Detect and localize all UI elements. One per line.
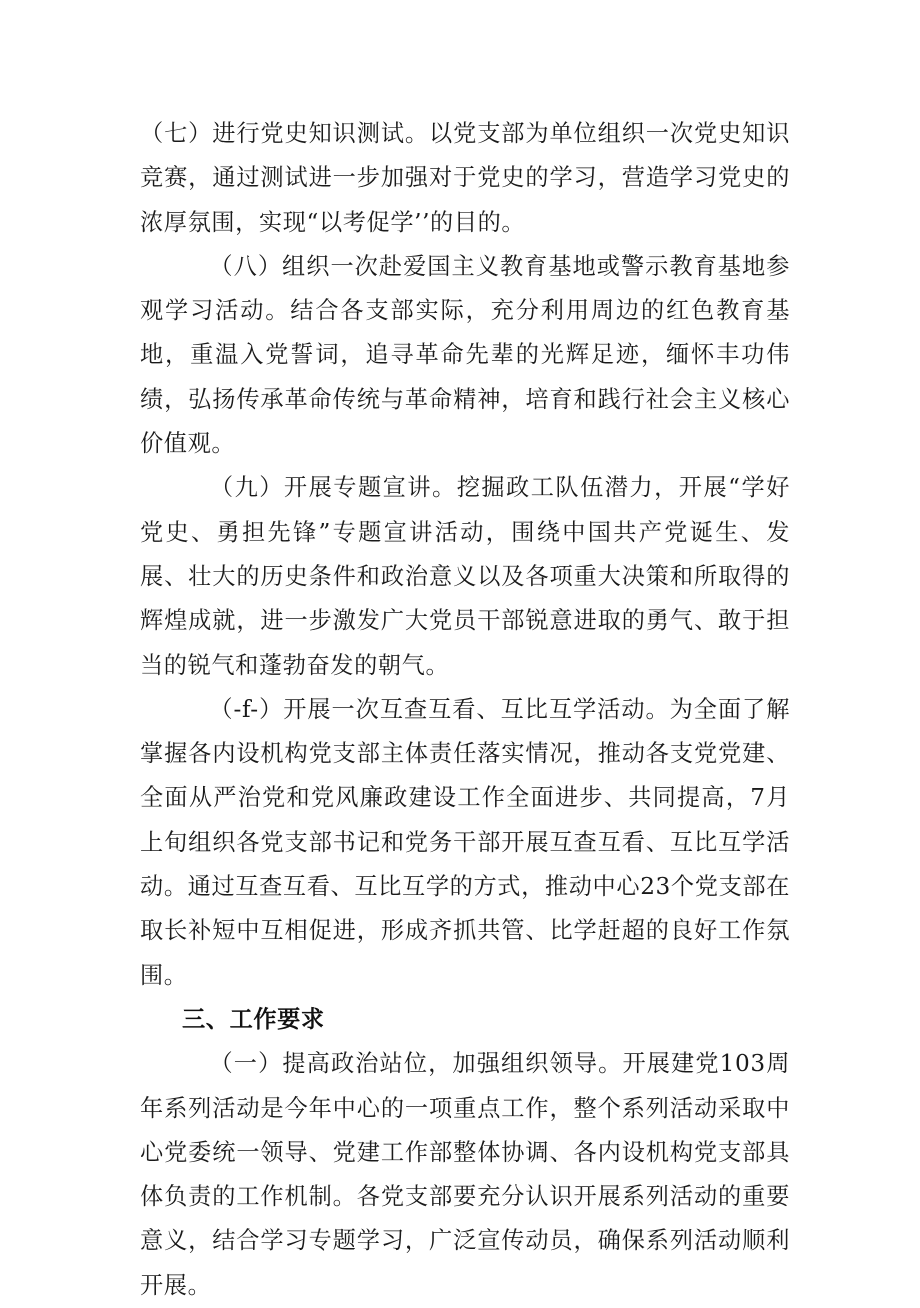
paragraph-item-7: （七）进行党史知识测试。以党支部为单位组织一次党史知识竞赛，通过测试进一步加强对于党史的学习，营造学习党史的浓厚氛围，实现“以考促学’’的目的。	[140, 120, 790, 236]
paragraph-item-8: （八）组织一次赴爱国主义教育基地或警示教育基地参观学习活动。结合各支部实际，充分利用周边的红色教育基地，重温入党誓词，追寻革命先辈的光辉足迹，缅怀丰功伟绩，弘扬传承革命传统与革命精神，培育和践行社会主义核心价值观。	[140, 252, 790, 458]
paragraph-item-10: （-f-）开展一次互查互看、互比互学活动。为全面了解掌握各内设机构党支部主体责任落实情况，推动各支党党建、全面从严治党和党风廉政建设工作全面进步、共同提高，7月上旬组织各党支部书记和党务干部开展互查互看、互比互学活动。通过互查互看、互比互学的方式，推动中心23个党支部在取长补短中互相促进，形成齐抓共管、比学赶超的良好工作氛围。	[140, 695, 790, 989]
paragraph-item-9: （九）开展专题宣讲。挖掘政工队伍潜力，开展“学好党史、勇担先锋”专题宣讲活动，围绕中国共产党诞生、发展、壮大的历史条件和政治意义以及各项重大决策和所取得的辉煌成就，进一步激发广大党员干部锐意进取的勇气、敢于担当的锐气和蓬勃奋发的朝气。	[140, 474, 790, 679]
paragraph-requirement-1: （一）提高政治站位，加强组织领导。开展建党103周年系列活动是今年中心的一项重点工作，整个系列活动采取中心党委统一领导、党建工作部整体协调、各内设机构党支部具体负责的工作机制。各党支部要充分认识开展系列活动的重要意义，结合学习专题学习，广泛宣传动员，确保系列活动顺利开展。	[140, 1050, 790, 1299]
document-body	[140, 112, 790, 1308]
section-heading: 三、工作要求	[182, 1005, 325, 1033]
